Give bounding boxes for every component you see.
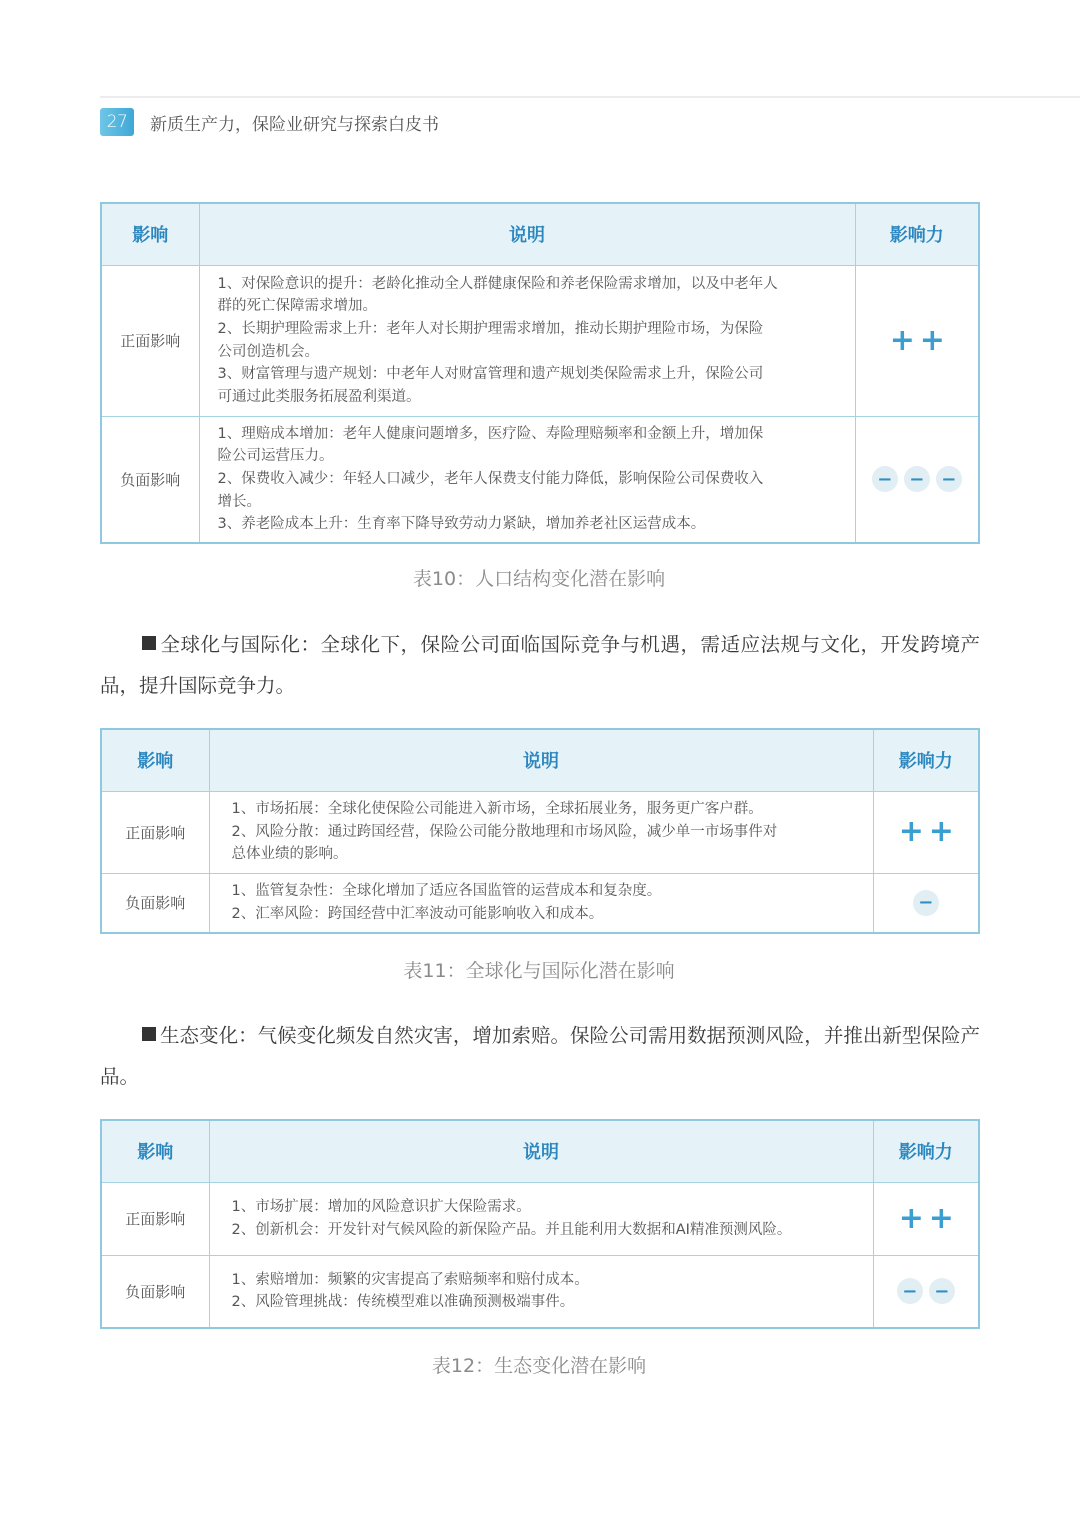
column-header-description: 说明 xyxy=(209,729,873,791)
page-number-badge: 27 xyxy=(100,108,134,136)
description-line: 增长。 xyxy=(217,493,261,510)
impact-power-cell xyxy=(873,1182,979,1255)
minus-icon: − xyxy=(913,890,939,916)
row-category: 负面影响 xyxy=(101,1255,209,1328)
row-description xyxy=(199,265,855,416)
column-header-impact: 影响 xyxy=(101,1120,209,1182)
table-header-row xyxy=(101,1120,979,1182)
table-header-row xyxy=(101,203,979,265)
description-line: 2、长期护理险需求上升：老年人对长期护理需求增加，推动长期护理险市场，为保险 xyxy=(217,320,764,337)
document-title: 新质生产力，保险业研究与探索白皮书 xyxy=(150,114,439,135)
minus-icon: − xyxy=(897,1278,923,1304)
column-header-impact: 影响 xyxy=(101,203,199,265)
minus-icon: − xyxy=(872,466,898,492)
impact-table-11 xyxy=(100,728,980,934)
table-row xyxy=(101,791,979,873)
description-line: 1、市场扩展：增加的风险意识扩大保险需求。 xyxy=(231,1198,531,1215)
minus-icon: − xyxy=(929,1278,955,1304)
description-line: 1、索赔增加：频繁的灾害提高了索赔频率和赔付成本。 xyxy=(231,1271,589,1288)
impact-power-cell xyxy=(873,1255,979,1328)
impact-power-cell xyxy=(855,265,979,416)
description-line: 公司创造机会。 xyxy=(217,343,319,360)
description-line: 险公司运营压力。 xyxy=(217,448,334,465)
plus-icon: + xyxy=(928,814,954,849)
minus-icon: − xyxy=(936,466,962,492)
row-category: 负面影响 xyxy=(101,873,209,933)
plus-icon: + xyxy=(898,814,924,849)
paragraph-text: 生态变化：气候变化频发自然灾害，增加索赔。保险公司需用数据预测风险，并推出新型保险产品。 xyxy=(100,1024,980,1088)
row-description xyxy=(209,1255,873,1328)
row-category: 正面影响 xyxy=(101,265,199,416)
description-line: 2、汇率风险：跨国经营中汇率波动可能影响收入和成本。 xyxy=(231,905,604,922)
row-description xyxy=(209,791,873,873)
table-caption: 表10：人口结构变化潜在影响 xyxy=(412,568,666,590)
bullet-square-icon xyxy=(142,1027,156,1041)
table-row xyxy=(101,265,979,416)
table-row xyxy=(101,1255,979,1328)
description-line: 1、监管复杂性：全球化增加了适应各国监管的运营成本和复杂度。 xyxy=(231,883,662,900)
description-line: 群的死亡保障需求增加。 xyxy=(217,298,377,315)
table-caption: 表11：全球化与国际化潜在影响 xyxy=(403,960,675,982)
column-header-power: 影响力 xyxy=(873,1120,979,1182)
impact-table-12 xyxy=(100,1119,980,1329)
bullet-square-icon xyxy=(142,636,156,650)
description-line: 2、风险管理挑战：传统模型难以准确预测极端事件。 xyxy=(231,1294,575,1311)
section-paragraph xyxy=(100,1015,980,1097)
section-paragraph xyxy=(100,624,980,706)
description-line: 2、创新机会：开发针对气候风险的新保险产品。并且能利用大数据和AI精准预测风险。 xyxy=(231,1221,792,1238)
table-caption: 表12：生态变化潜在影响 xyxy=(431,1355,647,1377)
column-header-power: 影响力 xyxy=(855,203,979,265)
description-line: 总体业绩的影响。 xyxy=(231,846,348,863)
paragraph-text: 全球化与国际化：全球化下，保险公司面临国际竞争与机遇，需适应法规与文化，开发跨境产品，提升国际竞争力。 xyxy=(100,633,980,697)
plus-icon: + xyxy=(928,1200,954,1236)
description-line: 2、保费收入减少：年轻人口减少，老年人保费支付能力降低，影响保险公司保费收入 xyxy=(217,470,764,487)
row-description xyxy=(209,1182,873,1255)
column-header-description: 说明 xyxy=(209,1120,873,1182)
plus-icon: + xyxy=(919,322,945,358)
column-header-power: 影响力 xyxy=(873,729,979,791)
table-row xyxy=(101,1182,979,1255)
row-category: 负面影响 xyxy=(101,416,199,543)
description-line: 1、对保险意识的提升：老龄化推动全人群健康保险和养老保险需求增加，以及中老年人 xyxy=(217,275,778,292)
page-header xyxy=(100,106,439,138)
impact-power-cell xyxy=(873,791,979,873)
column-header-impact: 影响 xyxy=(101,729,209,791)
column-header-description: 说明 xyxy=(199,203,855,265)
impact-power-cell xyxy=(855,416,979,543)
header-rule xyxy=(100,96,1080,98)
impact-power-cell xyxy=(873,873,979,933)
description-line: 3、养老险成本上升：生育率下降导致劳动力紧缺，增加养老社区运营成本。 xyxy=(217,516,706,533)
impact-table-10 xyxy=(100,202,980,544)
plus-icon: + xyxy=(898,1200,924,1236)
table-row xyxy=(101,873,979,933)
minus-icon: − xyxy=(904,466,930,492)
description-line: 可通过此类服务拓展盈利渠道。 xyxy=(217,388,421,405)
row-description xyxy=(199,416,855,543)
row-category: 正面影响 xyxy=(101,791,209,873)
table-header-row xyxy=(101,729,979,791)
plus-icon: + xyxy=(889,322,915,358)
description-line: 1、理赔成本增加：老年人健康问题增多，医疗险、寿险理赔频率和金额上升，增加保 xyxy=(217,425,764,442)
description-line: 2、风险分散：通过跨国经营，保险公司能分散地理和市场风险，减少单一市场事件对 xyxy=(231,823,778,840)
description-line: 3、财富管理与遗产规划：中老年人对财富管理和遗产规划类保险需求上升，保险公司 xyxy=(217,366,764,383)
row-description xyxy=(209,873,873,933)
description-line: 1、市场拓展：全球化使保险公司能进入新市场，全球拓展业务，服务更广客户群。 xyxy=(231,801,763,818)
table-row xyxy=(101,416,979,543)
row-category: 正面影响 xyxy=(101,1182,209,1255)
